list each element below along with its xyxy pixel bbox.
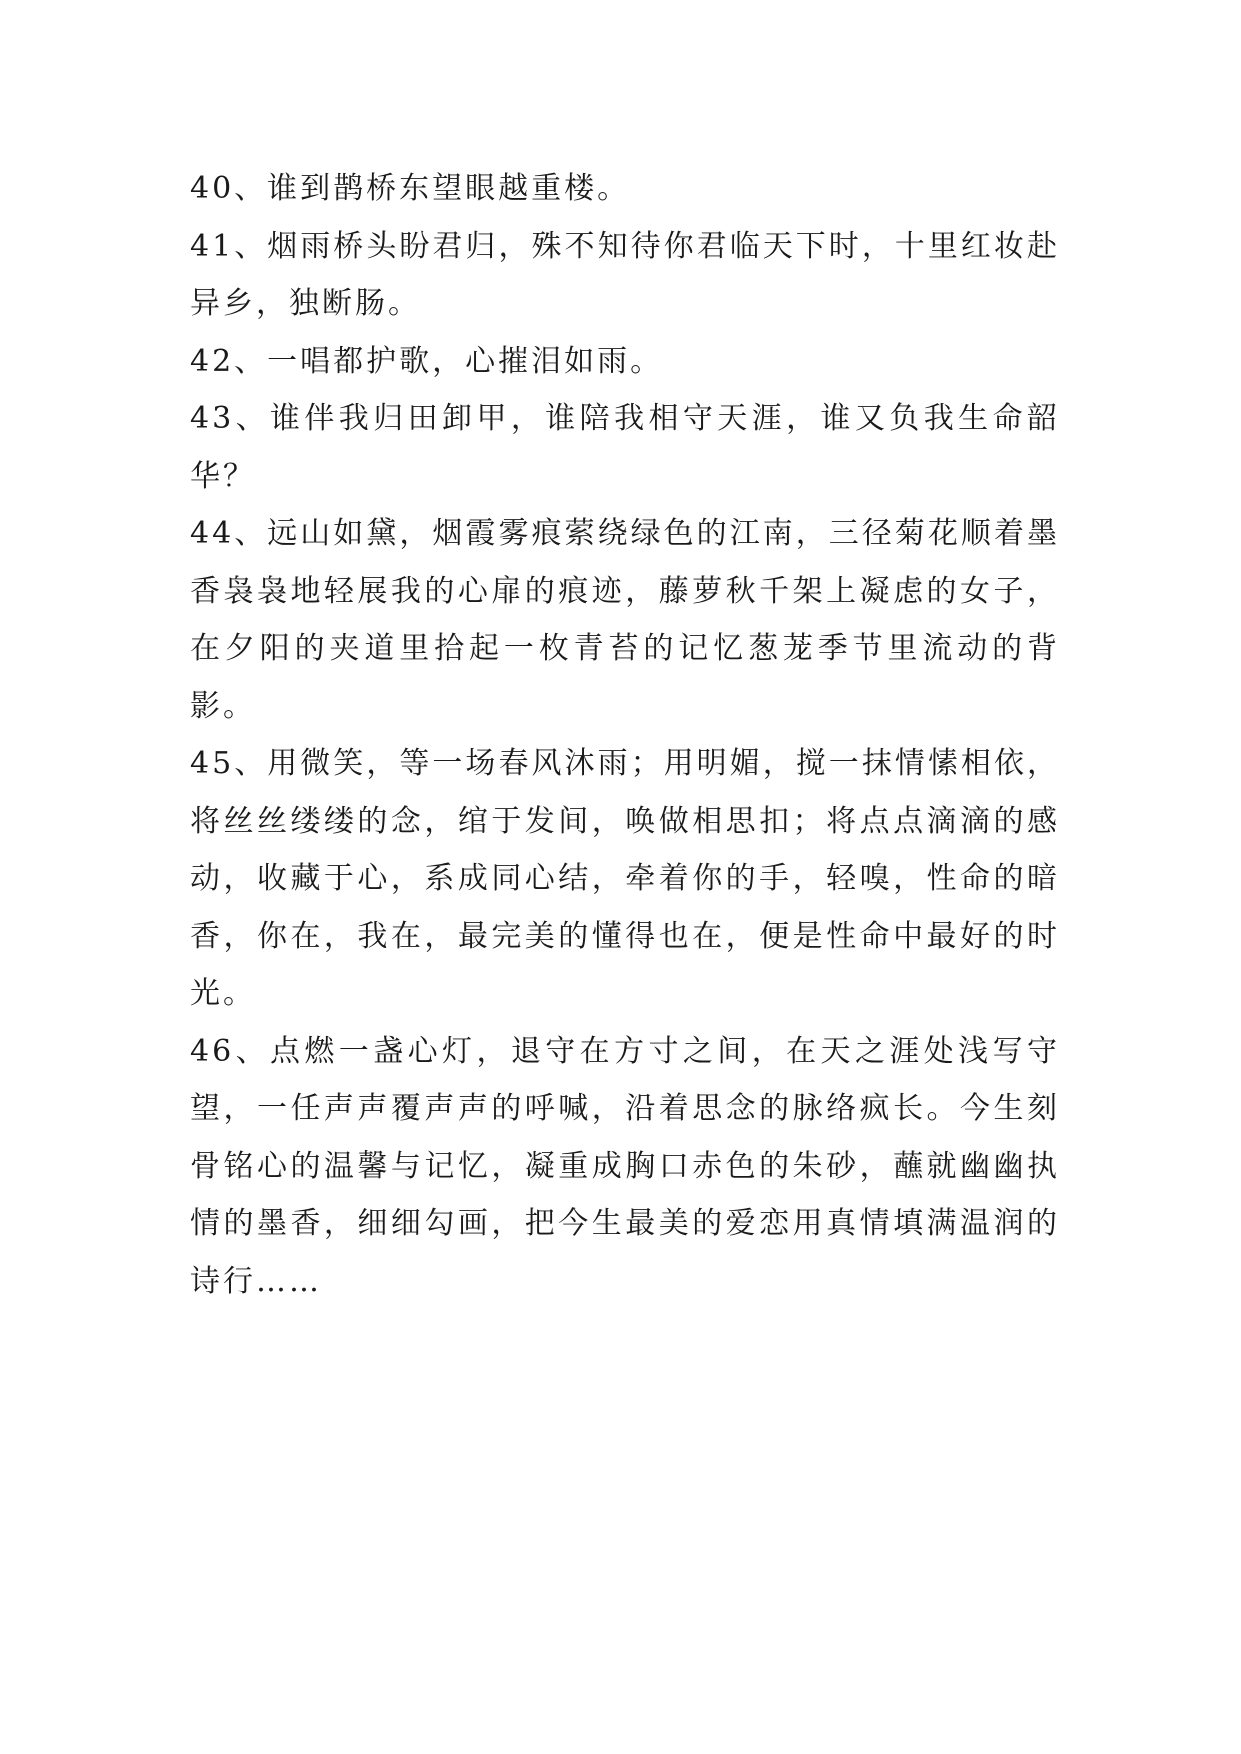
paragraph-42: 42、一唱都护歌，心摧泪如雨。 <box>190 343 664 379</box>
paragraph-41: 41、烟雨桥头盼君归，殊不知待你君临天下时，十里红妆赴异乡，独断肠。 <box>190 228 1060 321</box>
paragraph-43: 43、谁伴我归田卸甲，谁陪我相守天涯，谁又负我生命韶华？ <box>190 401 1060 494</box>
document-body <box>190 160 1060 1310</box>
paragraph-40: 40、谁到鹊桥东望眼越重楼。 <box>190 171 631 206</box>
paragraph-45: 45、用微笑，等一场春风沐雨；用明媚，搅一抹情愫相依，将丝丝缕缕的念，绾于发间，唤做相思扣；将点点滴滴的感动，收藏于心，系成同心结，牵着你的手，轻嗅，性命的暗香，你在，我在，最完美的懂得也在，便是性命中最好的时光。 <box>190 746 1060 1011</box>
paragraph-46: 46、点燃一盏心灯，退守在方寸之间，在天之涯处浅写守望，一任声声覆声声的呼喊，沿着思念的脉络疯长。今生刻骨铭心的温馨与记忆，凝重成胸口赤色的朱砂，蘸就幽幽执情的墨香，细细勾画，把今生最美的爱恋用真情填满温润的诗行…… <box>190 1033 1060 1299</box>
paragraph-44: 44、远山如黛，烟霞雾痕萦绕绿色的江南，三径菊花顺着墨香袅袅地轻展我的心扉的痕迹，藤萝秋千架上凝虑的女子，在夕阳的夹道里拾起一枚青苔的记忆葱茏季节里流动的背影。 <box>190 516 1060 724</box>
